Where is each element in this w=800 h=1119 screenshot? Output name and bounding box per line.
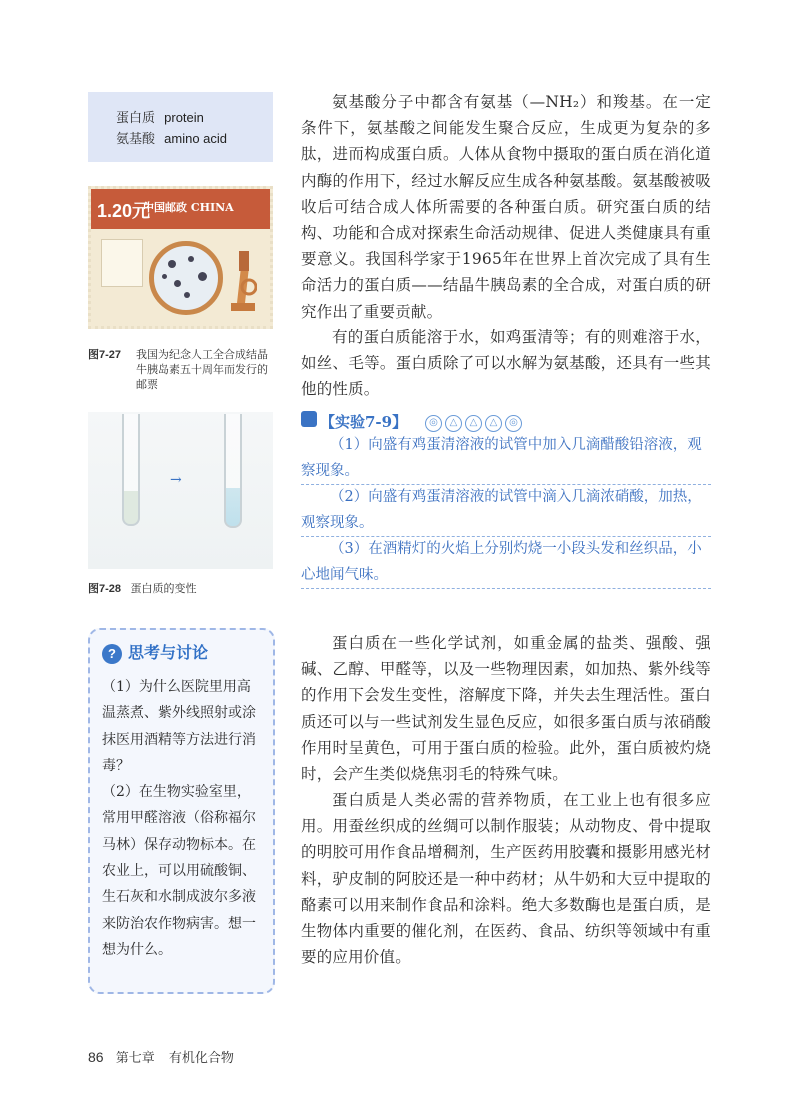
experiment-step: （3）在酒精灯的火焰上分别灼烧一小段头发和丝织品，小心地闻气味。 (301, 536, 711, 589)
microscope-icon (227, 247, 257, 313)
stamp-price: 1.20元 (97, 201, 151, 221)
vocab-row (116, 130, 227, 149)
warning-icon: △ (445, 415, 462, 432)
corrosive-icon: △ (485, 415, 502, 432)
vocab-en: amino acid (164, 131, 228, 146)
think-discuss-text: （1）为什么医院里用高温蒸煮、紫外线照射或涂抹医用酒精等方法进行消毒？ （2）在生物实验室里，常用甲醛溶液（俗称福尔马林）保存动物标本。在农业上，可以用硫酸铜、生石灰和水制成波尔多液来防治农作物病害。想一想为什么。 (102, 679, 256, 958)
vocab-row (116, 109, 204, 128)
insulin-stamp-image (88, 186, 273, 329)
experiment-title: 【实验7-9】 (320, 413, 408, 431)
experiment-step: （2）向盛有鸡蛋清溶液的试管中滴入几滴浓硝酸，加热，观察现象。 (301, 484, 711, 537)
test-tubes-image (88, 412, 273, 569)
stamp-card (101, 239, 143, 287)
figure-text: 我国为纪念人工全合成结晶牛胰岛素五十周年而发行的邮票 (136, 348, 268, 391)
chapter-title: 有机化合物 (168, 1051, 234, 1066)
figure-number: 图7-27 (88, 349, 122, 361)
chapter-number: 第七章 (115, 1051, 155, 1066)
figure-text: 蛋白质的变性 (130, 582, 197, 595)
figure-7-28-caption (88, 581, 197, 597)
vocab-en: protein (164, 110, 204, 125)
paragraph-denaturation: 蛋白质在一些化学试剂，如重金属的盐类、强酸、强碱、乙醇、甲醛等，以及一些物理因素，如加热、紫外线等的作用下会发生变性，溶解度下降，并失去生理活性。蛋白质还可以与一些试剂发生显色反应，如很多蛋白质与浓硝酸作用时呈黄色，可用于蛋白质的检验。此外，蛋白质被灼烧时，会产生类似烧焦羽毛的特殊气味。 (301, 634, 711, 784)
think-discuss-box (88, 628, 275, 994)
experiment-icon (301, 411, 317, 427)
vocab-zh: 蛋白质 (116, 111, 156, 126)
stamp-crystal-circle (149, 241, 223, 315)
vocab-zh: 氨基酸 (116, 132, 156, 147)
safety-icons (425, 410, 525, 432)
paragraph-solubility: 有的蛋白质能溶于水，如鸡蛋清等；有的则难溶于水，如丝、毛等。蛋白质除了可以水解为氨基酸，还具有一些其他的性质。 (301, 328, 711, 399)
heat-icon: △ (465, 415, 482, 432)
page-footer (88, 1047, 234, 1066)
stamp-post-label: 中国邮政 CHINA (143, 201, 234, 214)
test-tube-before (122, 414, 140, 526)
test-tube-after (224, 414, 242, 528)
arrow-right-icon: → (170, 472, 182, 488)
figure-number: 图7-28 (88, 583, 122, 595)
experiment-step: （1）向盛有鸡蛋清溶液的试管中加入几滴醋酸铅溶液，观察现象。 (301, 432, 711, 485)
question-bubble-icon: ? (102, 644, 122, 664)
goggles-icon: ◎ (425, 415, 442, 432)
think-discuss-title: 思考与讨论 (128, 645, 209, 662)
paragraph-amino-acids: 氨基酸分子中都含有氨基（—NH₂）和羧基。在一定条件下，氨基酸之间能发生聚合反应，生成更为复杂的多肽，进而构成蛋白质。人体从食物中摄取的蛋白质在消化道内酶的作用下，经过水解反应生成各种氨基酸。氨基酸被吸收后可结合成人体所需要的各种蛋白质。研究蛋白质的结构、功能和合成对探索生命活动规律、促进人类健康具有重要意义。我国科学家于1965年在世界上首次完成了具有生命活力的蛋白质——结晶牛胰岛素的全合成，对蛋白质的研究作出了重要贡献。 (301, 93, 711, 321)
think-discuss-header (102, 640, 208, 664)
paragraph-applications: 蛋白质是人类必需的营养物质，在工业上也有很多应用。用蚕丝织成的丝绸可以制作服装；从动物皮、骨中提取的明胶可用作食品增稠剂，生产医药用胶囊和摄影用感光材料，驴皮制的阿胶还是一种中药材；从牛奶和大豆中提取的酪素可以用来制作食品和涂料。绝大多数酶也是蛋白质，是生物体内重要的催化剂，在医药、食品、纺织等领域中有重要的应用价值。 (301, 791, 711, 967)
vocabulary-box (88, 92, 273, 162)
wash-hands-icon: ◎ (505, 415, 522, 432)
page-number: 86 (88, 1049, 104, 1065)
